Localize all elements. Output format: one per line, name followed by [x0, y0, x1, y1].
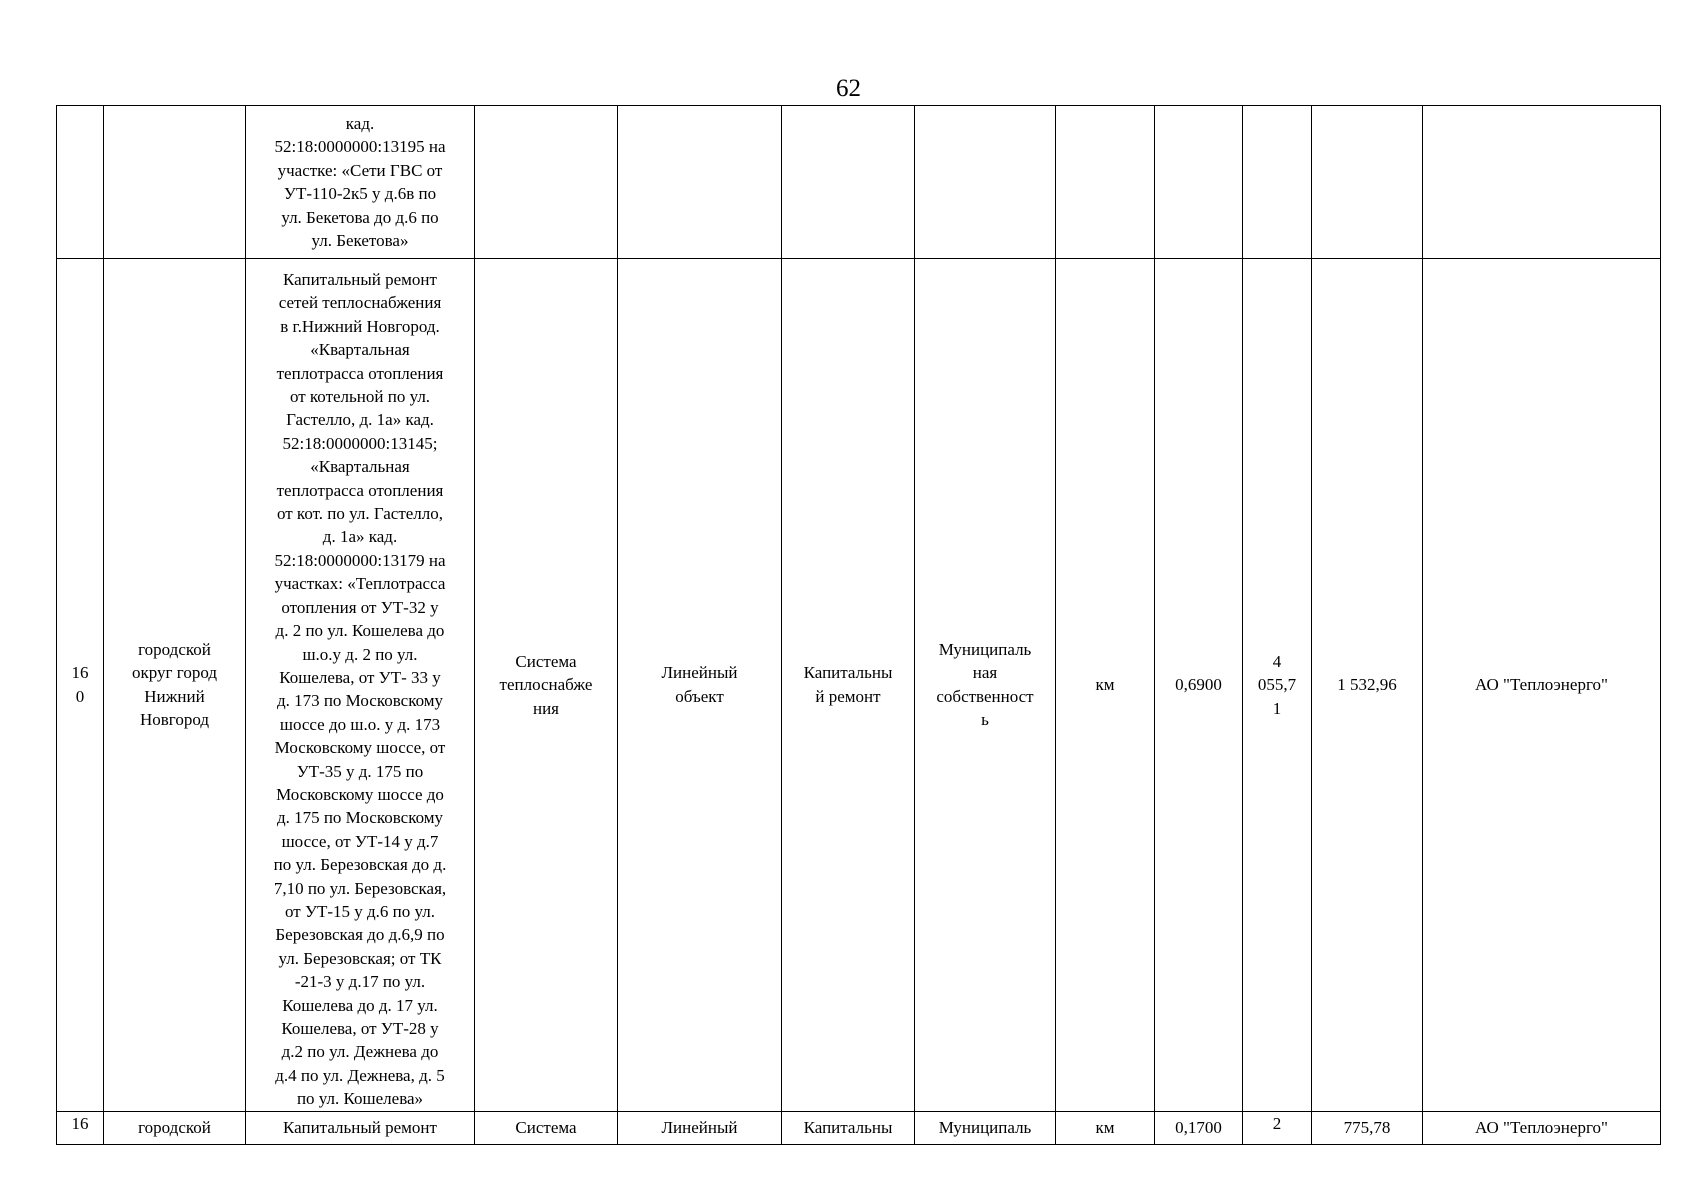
territory-cell: [104, 259, 246, 1112]
number-cell: [57, 259, 104, 1112]
description-line: -21-3 у д.17 по ул.: [294, 972, 426, 992]
unit-cell: км: [1056, 259, 1155, 1112]
ownership-line: Муниципаль: [938, 640, 1032, 659]
description-line: от котельной по ул.: [289, 387, 431, 407]
description-cell: Капитальный ремонт: [246, 1111, 475, 1144]
description-line: д.2 по ул. Дежнева до: [281, 1042, 439, 1062]
object-type-cell: [618, 259, 782, 1112]
description-line: ул. Бекетова до д.6 по: [281, 207, 439, 227]
work-type-line: Капитальны: [803, 663, 893, 683]
description-cell: [246, 106, 475, 259]
ownership-line: ь: [981, 710, 989, 730]
value1-line: 1: [1272, 698, 1282, 718]
value1-line: 055,7: [1257, 675, 1297, 695]
table-row: [57, 106, 1661, 259]
description-line: д. 175 по Московскому: [276, 808, 444, 828]
system-cell: [475, 106, 618, 259]
page-number: 62: [836, 75, 861, 102]
value1-line: 4: [1272, 651, 1282, 671]
description-line: теплотрасса отопления: [276, 480, 444, 500]
object-type-line: Линейный: [661, 663, 738, 683]
description-line: шоссе, от УТ-14 у д.7: [281, 831, 439, 851]
unit-cell: [1056, 106, 1155, 259]
system-line: теплоснабже: [499, 675, 593, 695]
work-type-cell: Капитальны: [782, 1111, 915, 1144]
ownership-cell: [915, 106, 1056, 259]
description-line: по ул. Березовская до д.: [273, 855, 447, 875]
description-line: от УТ-15 у д.6 по ул.: [284, 901, 436, 921]
territory-line: округ город: [132, 663, 217, 683]
works-table: [56, 105, 1661, 1145]
organization-cell: [1423, 106, 1661, 259]
table-row: [57, 259, 1661, 1112]
description-line: УТ-110-2к5 у д.6в по: [283, 184, 437, 204]
description-line: кад.: [345, 114, 375, 133]
territory-cell: [104, 106, 246, 259]
description-line: Гастелло, д. 1а» кад.: [286, 410, 434, 430]
system-line: ния: [532, 698, 559, 718]
description-line: Кошелева, от УТ- 33 у: [279, 667, 441, 687]
description-line: участке: «Сети ГВС от: [277, 160, 443, 180]
description-line: ш.о.у д. 2 по ул.: [302, 644, 418, 664]
description-line: «Квартальная: [310, 457, 410, 477]
number-line: 0: [75, 686, 85, 706]
value1-cell: [1243, 259, 1312, 1112]
value2-cell: 775,78: [1312, 1111, 1423, 1144]
value1-cell: [1243, 106, 1312, 259]
number-cell: [57, 106, 104, 259]
value2-cell: 1 532,96: [1312, 259, 1423, 1112]
ownership-cell: [915, 259, 1056, 1112]
description-line: участках: «Теплотрасса: [274, 574, 446, 594]
description-line: д. 2 по ул. Кошелева до: [275, 621, 445, 641]
organization-cell: АО "Теплоэнерго": [1423, 1111, 1661, 1144]
ownership-cell: Муниципаль: [915, 1111, 1056, 1144]
description-cell: [246, 259, 475, 1112]
length-cell: 0,6900: [1155, 259, 1243, 1112]
object-type-cell: [618, 106, 782, 259]
description-line: от кот. по ул. Гастелло,: [276, 504, 444, 524]
territory-line: городской: [138, 640, 211, 659]
number-line: 16: [71, 663, 89, 683]
description-line: Капитальный ремонт: [283, 270, 437, 289]
value2-cell: [1312, 106, 1423, 259]
territory-cell: городской: [104, 1111, 246, 1144]
territory-line: Нижний: [144, 686, 205, 706]
ownership-line: собственност: [936, 686, 1034, 706]
work-type-line: й ремонт: [815, 686, 881, 706]
description-line: УТ-35 у д. 175 по: [296, 761, 424, 781]
work-type-cell: [782, 106, 915, 259]
description-line: 52:18:0000000:13195 на: [274, 137, 446, 157]
length-cell: [1155, 106, 1243, 259]
description-line: Московскому шоссе, от: [274, 738, 446, 758]
description-line: д. 173 по Московскому: [276, 691, 444, 711]
description-line: «Квартальная: [310, 340, 410, 360]
description-line: Кошелева до д. 17 ул.: [282, 995, 438, 1015]
description-line: Березовская до д.6,9 по: [275, 925, 445, 945]
description-line: Московскому шоссе до: [276, 784, 444, 804]
description-line: сетей теплоснабжения: [278, 293, 442, 313]
description-line: теплотрасса отопления: [276, 363, 444, 383]
description-line: д.4 по ул. Дежнева, д. 5: [275, 1065, 445, 1085]
description-line: отопления от УТ-32 у: [281, 597, 439, 617]
object-type-cell: Линейный: [618, 1111, 782, 1144]
length-cell: 0,1700: [1155, 1111, 1243, 1144]
organization-cell: АО "Теплоэнерго": [1423, 259, 1661, 1112]
description-line: 52:18:0000000:13145;: [282, 433, 438, 453]
system-cell: [475, 259, 618, 1112]
system-cell: Система: [475, 1111, 618, 1144]
number-cell: 16: [57, 1111, 104, 1144]
ownership-line: ная: [972, 663, 998, 683]
system-line: Система: [515, 651, 577, 671]
table-row: [57, 1111, 1661, 1144]
description-line: 52:18:0000000:13179 на: [274, 550, 446, 570]
description-line: Кошелева, от УТ-28 у: [281, 1019, 439, 1038]
description-line: д. 1а» кад.: [322, 527, 398, 547]
value1-cell: 2: [1243, 1111, 1312, 1144]
unit-cell: км: [1056, 1111, 1155, 1144]
description-line: 7,10 по ул. Березовская,: [273, 878, 447, 898]
object-type-line: объект: [675, 686, 724, 706]
description-line: шоссе до ш.о. у д. 173: [279, 714, 441, 734]
description-line: по ул. Кошелева»: [296, 1089, 424, 1109]
work-type-cell: [782, 259, 915, 1112]
description-line: в г.Нижний Новгород.: [280, 316, 440, 336]
description-line: ул. Бекетова»: [311, 231, 409, 251]
territory-line: Новгород: [139, 710, 209, 730]
description-line: ул. Березовская; от ТК: [278, 948, 442, 968]
